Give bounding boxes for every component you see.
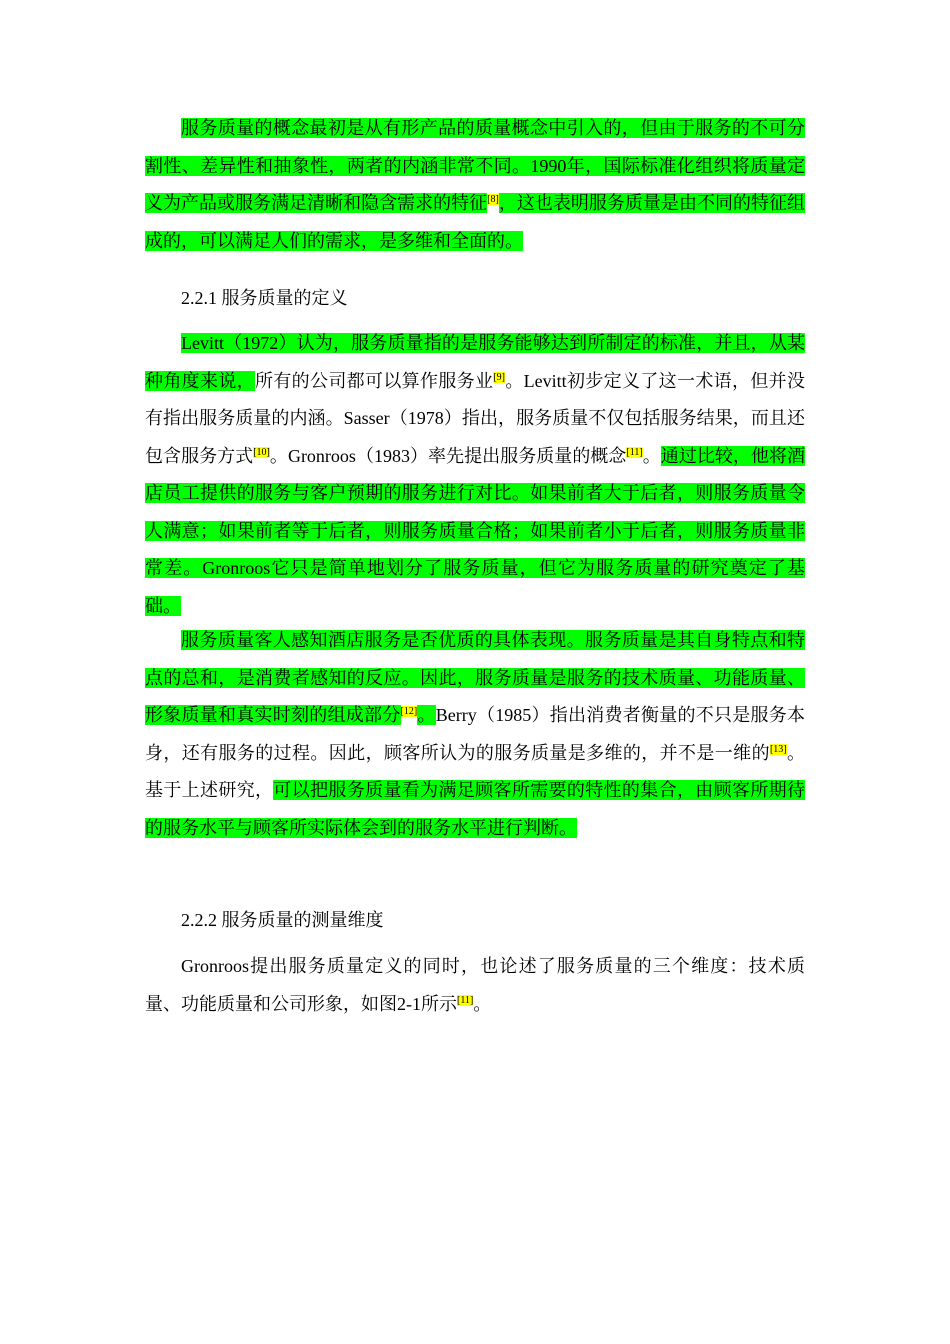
citation-ref[interactable]: [13]	[769, 743, 787, 755]
citation-ref[interactable]: [9]	[493, 371, 506, 383]
body-text: 。	[473, 993, 492, 1014]
highlighted-text: Levitt（1972）认为，服务质量指的是服务能够达到所制定的标准，并且，从某种角度来说，	[145, 333, 805, 391]
highlighted-text: ，这也表明服务质量是由不同的特征组成的，可以满足人们的需求，是多维和全面的。	[145, 193, 805, 251]
citation-ref[interactable]: [12]	[400, 706, 418, 717]
citation-ref[interactable]: [11]	[457, 994, 474, 1006]
definition-paragraph	[145, 325, 805, 625]
section-heading-2-2-1: 2.2.1 服务质量的定义	[181, 288, 348, 308]
section-heading-2-2-2: 2.2.2 服务质量的测量维度	[181, 910, 384, 930]
highlighted-text: 可以把服务质量看为满足顾客所需要的特性的集合，由顾客所期待的服务水平与顾客所实际体会到的服务水平进行判断。	[145, 780, 806, 838]
body-text: 。Gronroos（1983）率先提出服务质量的概念	[269, 445, 627, 466]
citation-ref[interactable]: [8]	[487, 194, 499, 205]
dimensions-paragraph	[145, 948, 805, 1023]
body-text: Gronroos提出服务质量定义的同时，也论述了服务质量的三个维度：技术质量、功能质量和公司形象，如图2-1所示	[145, 956, 805, 1014]
highlighted-text: 。	[417, 705, 436, 725]
body-text: 。	[642, 445, 661, 466]
body-text: 所有的公司都可以算作服务业	[255, 370, 494, 391]
body-text: Berry（1985）指出消费者衡量的不只是服务本身，还有服务的过程。因此，顾客所认为的服务质量是多维的，并不是一维的	[145, 705, 806, 763]
intro-paragraph	[145, 110, 805, 260]
citation-ref[interactable]: [10]	[253, 446, 270, 458]
body-text: 。基于上述研究，	[145, 742, 806, 800]
highlighted-text: 服务质量的概念最初是从有形产品的质量概念中引入的，但由于服务的不可分割性、差异性和抽象性，两者的内涵非常不同。1990年，国际标准化组织将质量定义为产品或服务满足清晰和隐含需求的特征	[145, 118, 805, 213]
highlighted-text: 服务质量客人感知酒店服务是否优质的具体表现。服务质量是其自身特点和特点的总和，是消费者感知的反应。因此，服务质量是服务的技术质量、功能质量、形象质量和真实时刻的组成部分	[145, 630, 805, 725]
citation-ref[interactable]: [11]	[626, 446, 643, 458]
highlighted-text: 通过比较，他将酒店员工提供的服务与客户预期的服务进行对比。如果前者大于后者，则服务质量令人满意；如果前者等于后者，则服务质量合格；如果前者小于后者，则服务质量非常差。Gronroos它只是简单地划分了服务质量，但它为服务质量的研究奠定了基础。	[145, 445, 806, 616]
perception-paragraph	[145, 622, 805, 847]
body-text: 。Levitt初步定义了这一术语，但并没有指出服务质量的内涵。Sasser（1978）指出，服务质量不仅包括服务结果，而且还包含服务方式	[145, 370, 805, 466]
